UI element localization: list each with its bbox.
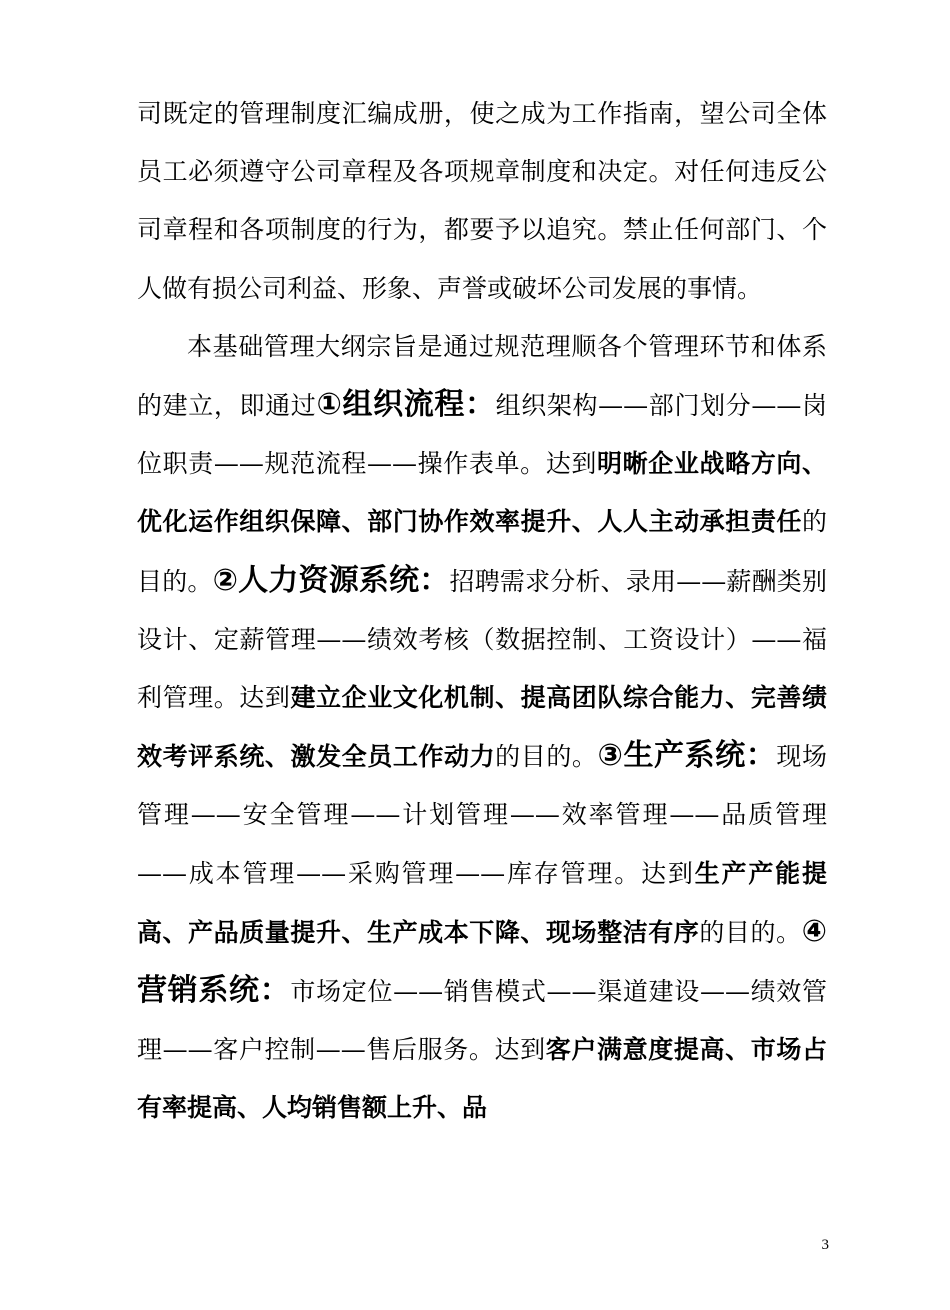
marketing-system-text: 市场定位——销售模式——渠道建设——绩效管理——客户控制——售后服务。达到 [137,977,827,1065]
outline-intro: 本基础管理大纲宗旨是通过规范理顺各个管理环节和体系的建立，即通过 [137,331,827,421]
production-system-goal: 生产产能提高、产品质量提升、生产成本下降、现场整洁有序 [137,858,827,947]
organization-process-goal: 明晰企业战略方向、优化运作组织保障、部门协作效率提升、人人主动承担责任 [137,449,827,537]
heading-marketing-system: ④营销系统： [137,913,827,1009]
heading-production-system: ③生产系统： [597,738,777,774]
human-resources-text: 招聘需求分析、录用——薪酬类别设计、定薪管理——绩效考核（数据控制、工资设计）——福利管理。达到 [137,566,827,713]
human-resources-goal: 建立企业文化机制、提高团队综合能力、完善绩效考评系统、激发全员工作动力 [137,683,827,772]
marketing-system-goal: 客户满意度提高、市场占有率提高、人均销售额上升、品 [137,1035,827,1123]
organization-process-text: 组织架构——部门划分——岗位职责——规范流程——操作表单。达到 [137,391,827,479]
page-number: 3 [821,1237,829,1253]
heading-human-resources: ②人力资源系统： [212,562,450,598]
production-system-text: 现场管理——安全管理——计划管理——效率管理——品质管理——成本管理——采购管理——库存管理。达到 [137,742,827,888]
organization-process-end: 的目的。 [137,507,827,596]
production-system-end: 的目的。 [699,917,802,947]
human-resources-end: 的目的。 [495,742,598,772]
heading-organization-process: ①组织流程： [316,387,496,423]
paragraph-management-outline [137,318,827,1138]
paragraph-company-rules: 司既定的管理制度汇编成册，使之成为工作指南，望公司全体员工必须遵守公司章程及各项规章制度和决定。对任何违反公司章程和各项制度的行为，都要予以追究。禁止任何部门、个人做有损公司利益、形象、声誉或破坏公司发展的事情。 [137,99,827,303]
document-body [137,85,827,1138]
